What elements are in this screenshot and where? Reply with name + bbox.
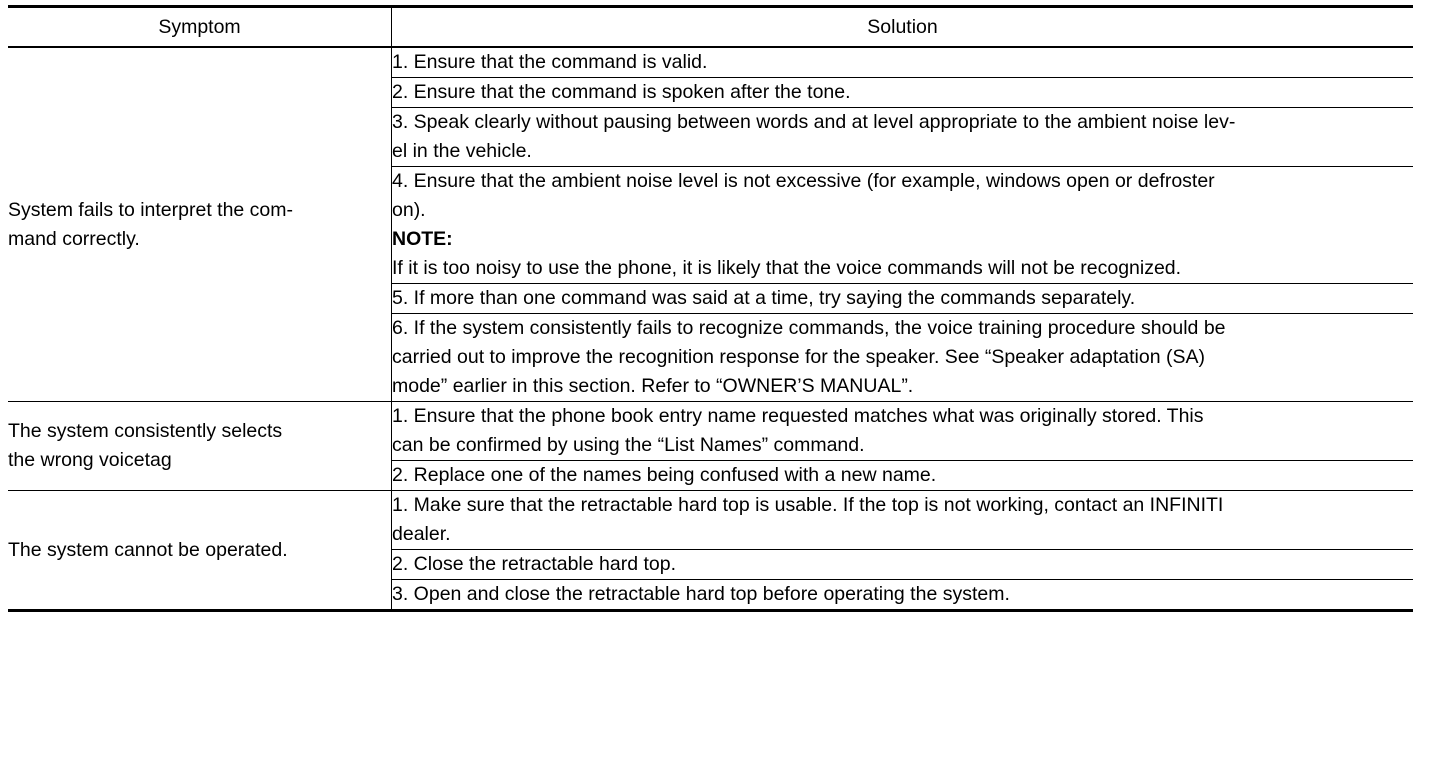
note-label: NOTE: — [392, 228, 453, 250]
solution-text: 3. Open and close the retractable hard top before operating the system. — [392, 583, 1010, 605]
solution-text-line: 1. Make sure that the retractable hard top is usable. If the top is not working, contact an INFINITI — [392, 494, 1224, 516]
table-row — [8, 402, 1413, 461]
solution-text: 1. Ensure that the command is valid. — [392, 51, 708, 73]
solution-text-line: on). — [392, 199, 426, 221]
solution-text-line: 4. Ensure that the ambient noise level is not excessive (for example, windows open or defroster — [392, 170, 1215, 192]
header-row — [8, 7, 1413, 48]
solution-cell — [392, 284, 1414, 314]
symptom-group-3 — [8, 491, 1413, 611]
solution-text: 2. Replace one of the names being confused with a new name. — [392, 464, 937, 486]
solution-text-line: dealer. — [392, 523, 451, 545]
symptom-text: The system cannot be operated. — [8, 538, 288, 561]
solution-cell — [392, 461, 1414, 491]
troubleshooting-table — [8, 5, 1413, 612]
note-text: If it is too noisy to use the phone, it is likely that the voice commands will not be recognized. — [392, 257, 1182, 279]
solution-cell — [392, 402, 1414, 461]
solution-cell — [392, 47, 1414, 78]
solution-text: 2. Ensure that the command is spoken after the tone. — [392, 81, 851, 103]
solution-text-line: 1. Ensure that the phone book entry name requested matches what was originally stored. This — [392, 405, 1204, 427]
solution-text-line: el in the vehicle. — [392, 140, 532, 162]
solution-cell — [392, 550, 1414, 580]
symptom-text-line: mand correctly. — [8, 227, 140, 250]
symptom-group-1 — [8, 47, 1413, 402]
symptom-cell — [8, 491, 392, 611]
symptom-text-line: The system consistently selects — [8, 420, 283, 442]
symptom-text-line: System fails to interpret the com- — [8, 198, 294, 221]
solution-text-line: carried out to improve the recognition response for the speaker. See “Speaker adaptation (SA) — [392, 346, 1205, 368]
solution-text-line: 3. Speak clearly without pausing between words and at level appropriate to the ambient noise lev- — [392, 111, 1236, 133]
symptom-cell — [8, 47, 392, 402]
table-header — [8, 7, 1413, 48]
symptom-text-line: the wrong voicetag — [8, 449, 172, 471]
header-solution: Solution — [392, 7, 1414, 48]
solution-cell — [392, 167, 1414, 284]
solution-cell — [392, 491, 1414, 550]
solution-cell — [392, 78, 1414, 108]
solution-cell — [392, 314, 1414, 402]
symptom-group-2 — [8, 402, 1413, 491]
table-row — [8, 47, 1413, 78]
solution-text: 5. If more than one command was said at a time, try saying the commands separately. — [392, 287, 1136, 309]
solution-text-line: 6. If the system consistently fails to recognize commands, the voice training procedure should be — [392, 317, 1226, 339]
symptom-cell — [8, 402, 392, 491]
solution-cell — [392, 108, 1414, 167]
solution-text-line: can be confirmed by using the “List Names” command. — [392, 434, 865, 456]
solution-text-line: mode” earlier in this section. Refer to “OWNER’S MANUAL”. — [392, 375, 914, 397]
table-row — [8, 491, 1413, 550]
solution-text: 2. Close the retractable hard top. — [392, 553, 676, 575]
solution-cell — [392, 580, 1414, 611]
header-symptom: Symptom — [8, 7, 392, 48]
